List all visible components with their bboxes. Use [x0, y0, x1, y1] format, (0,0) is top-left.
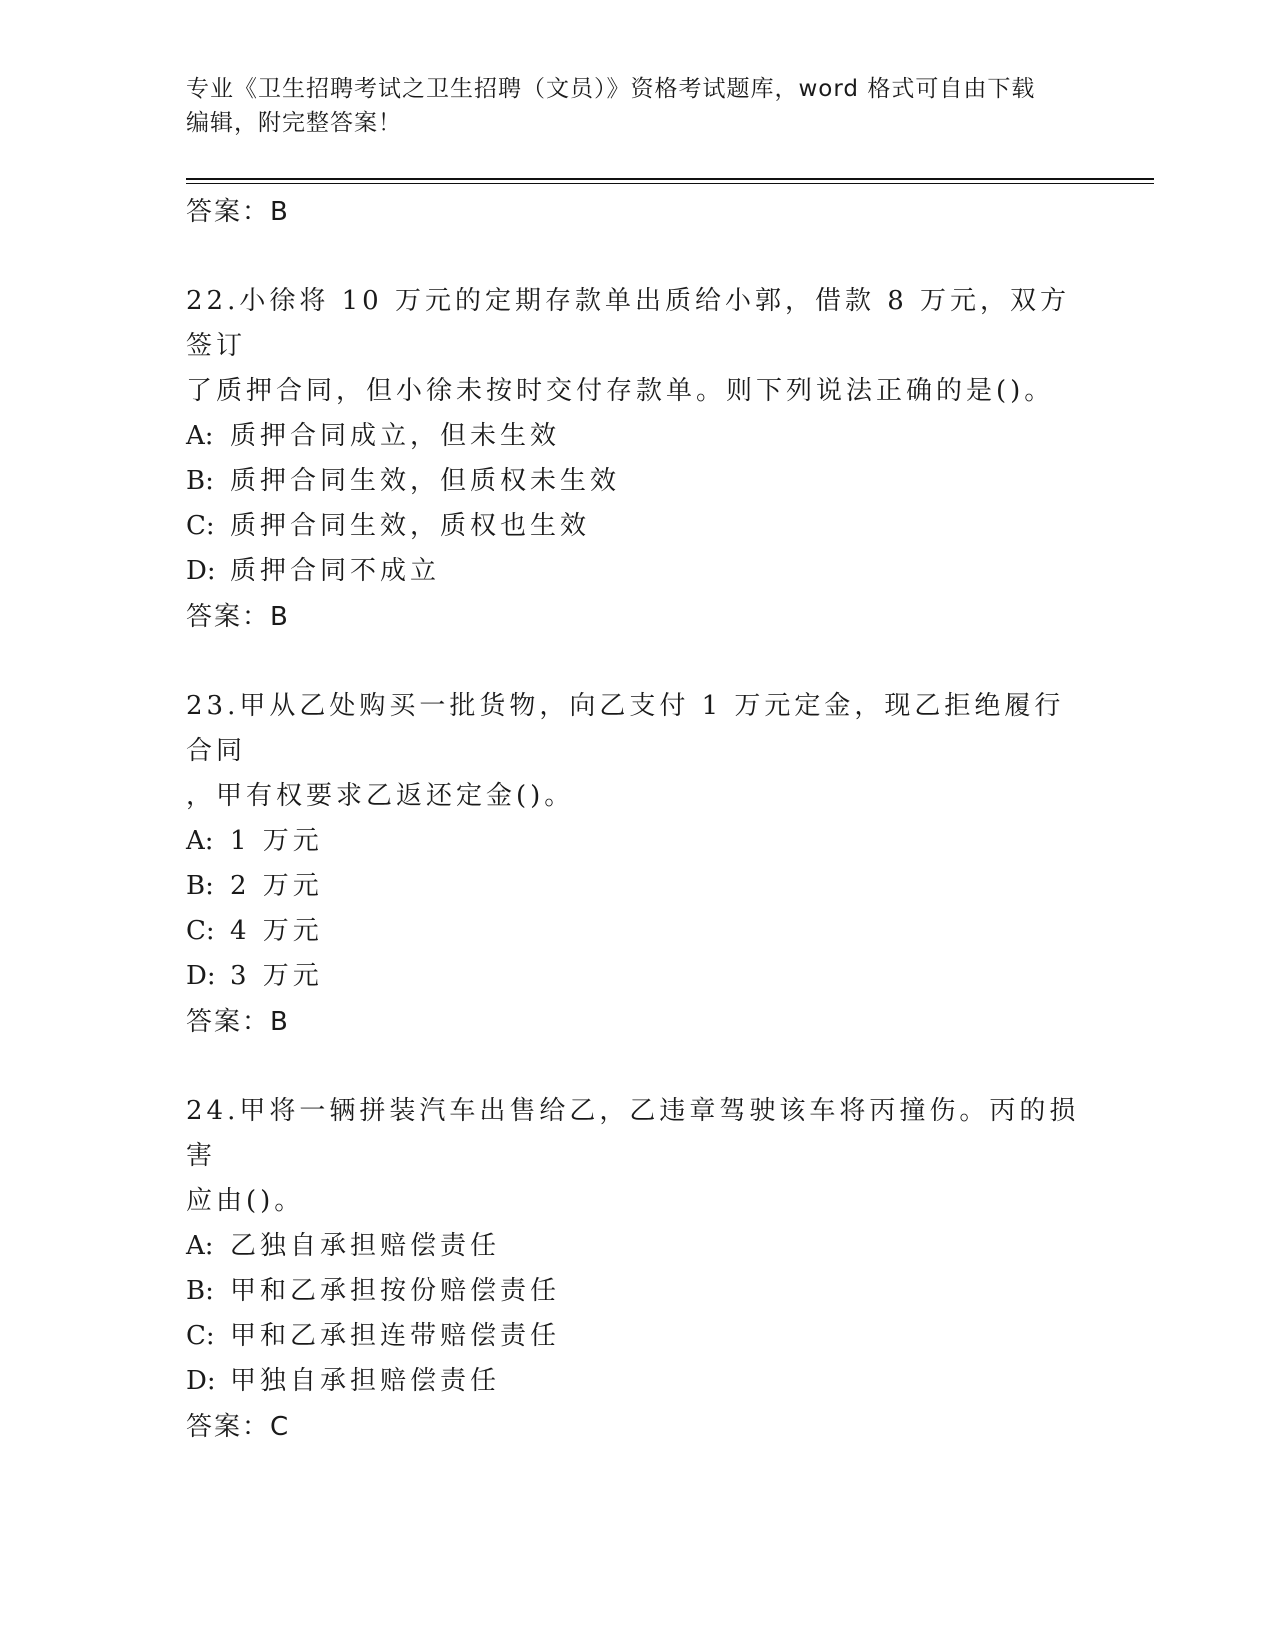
question-text-line: ，甲有权要求乙返还定金()。 — [186, 781, 575, 811]
question-list — [186, 189, 1086, 1450]
option-text: 乙独自承担赔偿责任 — [230, 1231, 501, 1261]
header-divider-thin — [186, 183, 1154, 184]
option-b — [186, 1269, 1086, 1314]
option-text: 甲和乙承担按份赔偿责任 — [230, 1276, 561, 1306]
option-letter: A: — [186, 826, 214, 856]
option-text: 甲独自承担赔偿责任 — [230, 1366, 501, 1396]
option-a — [186, 414, 1086, 459]
option-c — [186, 1314, 1086, 1359]
answer: 答案：C — [186, 1412, 291, 1442]
option-text: 3 万元 — [230, 961, 323, 991]
option-text: 质押合同不成立 — [230, 556, 441, 586]
option-text: 质押合同生效，质权也生效 — [230, 511, 591, 541]
option-letter: C: — [186, 1321, 215, 1351]
option-text: 4 万元 — [230, 916, 323, 946]
option-letter: D: — [186, 1366, 216, 1396]
option-letter: C: — [186, 511, 215, 541]
option-d — [186, 954, 1086, 999]
question-23 — [186, 684, 1086, 1045]
option-letter: B: — [186, 1276, 214, 1306]
option-letter: B: — [186, 871, 214, 901]
option-d — [186, 549, 1086, 594]
option-text: 1 万元 — [230, 826, 323, 856]
previous-answer: 答案：B — [186, 197, 290, 227]
header-line-1: 专业《卫生招聘考试之卫生招聘（文员）》资格考试题库，word 格式可自由下载 — [186, 76, 1036, 102]
option-b — [186, 459, 1086, 504]
option-letter: C: — [186, 916, 215, 946]
option-letter: D: — [186, 556, 216, 586]
question-text-line: 了质押合同，但小徐未按时交付存款单。则下列说法正确的是()。 — [186, 376, 1055, 406]
option-letter: A: — [186, 1231, 214, 1261]
option-text: 质押合同成立，但未生效 — [230, 421, 561, 451]
option-c — [186, 504, 1086, 549]
question-text-line: 22.小徐将 10 万元的定期存款单出质给小郭，借款 8 万元，双方签订 — [186, 286, 1071, 361]
header-line-2: 编辑，附完整答案！ — [186, 110, 402, 136]
option-text: 甲和乙承担连带赔偿责任 — [230, 1321, 561, 1351]
answer: 答案：B — [186, 602, 290, 632]
option-c — [186, 909, 1086, 954]
question-text-line: 24.甲将一辆拼装汽车出售给乙，乙违章驾驶该车将丙撞伤。丙的损害 — [186, 1096, 1080, 1171]
option-d — [186, 1359, 1086, 1404]
option-letter: D: — [186, 961, 216, 991]
header-divider-thick — [186, 178, 1154, 180]
question-text-line: 23.甲从乙处购买一批货物，向乙支付 1 万元定金，现乙拒绝履行合同 — [186, 691, 1065, 766]
option-b — [186, 864, 1086, 909]
option-a — [186, 819, 1086, 864]
option-text: 质押合同生效，但质权未生效 — [230, 466, 621, 496]
answer: 答案：B — [186, 1007, 290, 1037]
option-letter: A: — [186, 421, 214, 451]
option-text: 2 万元 — [230, 871, 323, 901]
option-a — [186, 1224, 1086, 1269]
question-24 — [186, 1089, 1086, 1450]
option-letter: B: — [186, 466, 214, 496]
question-22 — [186, 279, 1086, 640]
question-text-line: 应由()。 — [186, 1186, 305, 1216]
page-header — [186, 72, 1086, 140]
